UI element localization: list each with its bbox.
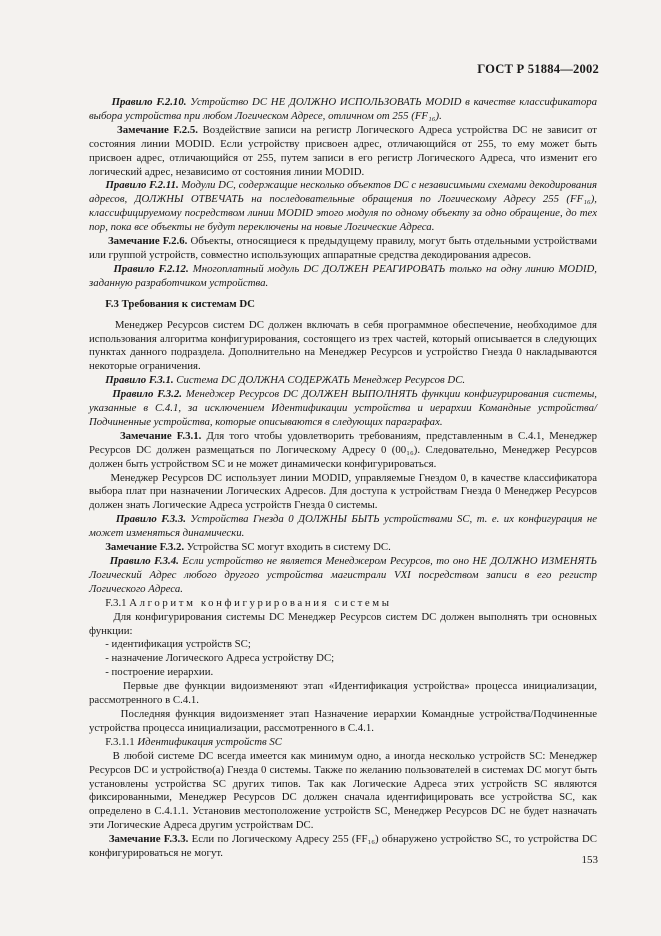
subsection-heading (89, 597, 597, 611)
rule-label: Правило F.3.3. (115, 513, 186, 526)
paragraph (89, 611, 597, 639)
subsubsection-title: Идентификация устройств SC (137, 735, 282, 748)
subsubsection-number: F.3.1.1 (105, 735, 135, 748)
document-body (89, 96, 597, 861)
note-label: Замечание F.2.6. (107, 235, 188, 248)
rule-label: Правило F.2.12. (113, 262, 189, 275)
paragraph (89, 430, 597, 472)
paragraph-text: Последняя функция видоизменяет этап Назначение иерархии Командные устройства/Подчиненные устройства процесса инициализации, рассмотренного в С.4.1. (89, 707, 598, 734)
list-item (89, 652, 597, 666)
paragraph (89, 833, 597, 861)
note-text: Объекты, относящиеся к предыдущему правилу, могут быть отдельными устройствами или группой устройств, совместно использующих аппаратные средства декодирования адресов. (89, 235, 597, 261)
paragraph (89, 179, 597, 235)
paragraph (89, 541, 597, 555)
paragraph (89, 555, 597, 597)
subsection-title: Алгоритм конфигурирования системы (129, 596, 392, 609)
note-label: Замечание F.2.5. (117, 123, 198, 136)
rule-label: Правило F.2.11. (105, 179, 179, 192)
paragraph (89, 472, 597, 514)
list-item (89, 638, 597, 652)
note-label: Замечание F.3.2. (105, 541, 185, 554)
paragraph (89, 319, 597, 375)
list-item-text: - построение иерархии. (105, 666, 214, 679)
list-item-text: - назначение Логического Адреса устройству DC; (105, 652, 335, 665)
paragraph (89, 680, 597, 708)
note-label: Замечание F.3.3. (108, 833, 189, 846)
paragraph-text: Менеджер Ресурсов DC использует линии MODID, управляемые Гнездом 0, в качестве классификатора выбора плат при назначении Логических Адресов. Для доступа к устройствам Гнезда 0 Менеджер Ресурсов должен знать Логические Адреса устройств Гнезда 0 системы. (89, 471, 597, 512)
rule-text: Система DC ДОЛЖНА СОДЕРЖАТЬ Менеджер Ресурсов DC. (173, 374, 466, 387)
note-text: Устройства SC могут входить в систему DC. (184, 541, 391, 554)
rule-text: Устройства Гнезда 0 ДОЛЖНЫ БЫТЬ устройствами SC, т. е. их конфигурация не может изменяться динамически. (89, 513, 597, 540)
rule-text: Модули DC, содержащие несколько объектов DC с независимыми схемами декодирования адресов, ДОЛЖНЫ ОТВЕЧАТЬ на последовательные обращения по Логическому Адресу 255 (FF₁₆), классифицируемому посредством линии MODID этого модуля по одному объекту за одно обращение, до тех пор, пока все объекты не будут переключены на новые Логические Адреса. (89, 179, 598, 234)
note-text: Если по Логическому Адресу 255 (FF₁₆) обнаружено устройство SC, то устройства DC конфигурироваться не могут. (89, 833, 597, 860)
note-text: Для того чтобы удовлетворить требованиям, представленным в С.4.1, Менеджер Ресурсов DC должен размещаться по Логическому Адресу 0 (00₁₆). Следовательно, Менеджер Ресурсов должен быть устройством SC и не может динамически конфигурироваться. (89, 429, 597, 470)
rule-text: Если устройство не является Менеджером Ресурсов, то оно НЕ ДОЛЖНО ИЗМЕНЯТЬ Логический Адрес любого другого устройства магистрали VXI посредством записи в его регистр Логического Адреса. (89, 555, 597, 595)
rule-label: Правило F.3.1. (105, 374, 174, 387)
subsection-number: F.3.1 (105, 596, 127, 609)
paragraph (89, 513, 597, 541)
paragraph-text: Первые две функции видоизменяют этап «Идентификация устройства» процесса инициализации, рассмотренного в С.4.1. (89, 680, 597, 707)
paragraph (89, 96, 597, 124)
rule-label: Правило F.2.10. (111, 96, 187, 108)
note-text: Воздействие записи на регистр Логического Адреса устройства DC не зависит от состояния линии MODID. Если устройству присвоен адрес, отличающийся от 255, то ему может быть присвоен адрес, отличающийся от 255, путем записи в его регистр Логического Адреса, что изменит его логический адрес, независимо от состояния линии MODID. (89, 123, 597, 178)
note-label: Замечание F.3.1. (119, 429, 202, 442)
paragraph (89, 708, 597, 736)
paragraph (89, 235, 597, 263)
section-heading-text: F.3 Требования к системам DC (105, 297, 255, 310)
rule-text: Менеджер Ресурсов DC ДОЛЖЕН ВЫПОЛНЯТЬ функции конфигурирования системы, указанные в С.4.1, за исключением Идентификации устройства и иерархии Командные устройства/Подчиненные устройства, которые описываются в следующих параграфах. (89, 388, 597, 428)
rule-label: Правило F.3.2. (112, 388, 182, 401)
paragraph (89, 374, 597, 388)
rule-text: Устройство DC НЕ ДОЛЖНО ИСПОЛЬЗОВАТЬ MODID в качестве классификатора выбора устройства при любом Логическом Адресе, отличном от 255 (FF₁₆). (89, 96, 598, 122)
section-heading (89, 298, 597, 312)
document-header: ГОСТ Р 51884—2002 (477, 62, 599, 76)
paragraph (89, 388, 597, 430)
list-item (89, 666, 597, 680)
paragraph-text: Для конфигурирования системы DC Менеджер Ресурсов систем DC должен выполнять три основных функции: (89, 610, 597, 637)
paragraph-text: Менеджер Ресурсов систем DC должен включать в себя программное обеспечение, необходимое для использования алгоритма конфигурирования, состоящего из трех частей, который описывается в следующих пунктах данного подраздела. Дополнительно на Менеджер Ресурсов и устройство Гнезда 0 накладываются некоторые ограничения. (89, 318, 598, 373)
list-item-text: - идентификация устройств SC; (105, 638, 251, 651)
paragraph (89, 263, 597, 291)
page-number: 153 (581, 854, 598, 866)
paragraph (89, 750, 597, 833)
paragraph-text: В любой системе DC всегда имеется как минимум одно, а иногда несколько устройств SC: Менеджер Ресурсов DC и устройство(а) Гнезда 0 системы. Также по желанию пользователей в системах DC могут быть установлены устройства SC других типов. Так как Логические Адреса этих устройств SC являются фиксированными, Менеджер Ресурсов DC должен сначала идентифицировать все устройства SC, как определено в С.4.1.1. Установив местоположение устройств SC, Менеджер Ресурсов DC не будет назначать эти Логические Адреса другим устройствам DC. (89, 749, 597, 832)
rule-text: Многоплатный модуль DC ДОЛЖЕН РЕАГИРОВАТЬ только на одну линию MODID, заданную разработчиком устройства. (89, 262, 597, 289)
rule-label: Правило F.3.4. (109, 555, 179, 567)
paragraph (89, 124, 597, 180)
subsubsection-heading (89, 736, 597, 750)
